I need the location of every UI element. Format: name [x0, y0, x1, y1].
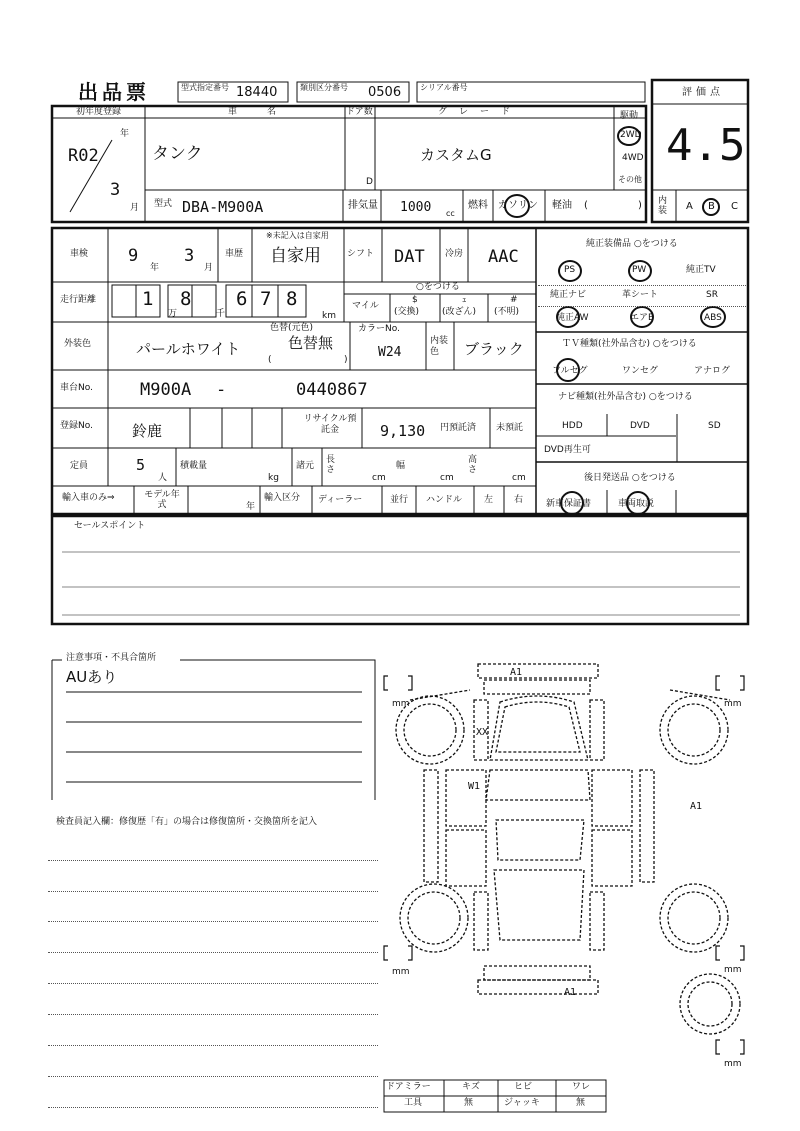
drive-2wd: 2WD [620, 130, 642, 140]
inspector-line [48, 952, 378, 953]
chassis-dash: - [216, 380, 227, 400]
inspector-line [48, 1107, 378, 1108]
capacity-value: 5 [136, 456, 146, 474]
damage-mark: A1 [510, 667, 523, 678]
interior-grade-c: C [731, 201, 738, 212]
chassis-prefix: M900A [140, 380, 192, 400]
load-unit: kg [268, 473, 279, 483]
model-designation-value: 18440 [236, 85, 278, 100]
inspector-line [48, 921, 378, 922]
selected-circle [556, 306, 580, 328]
width-unit: cm [440, 473, 454, 483]
era-year: R02 [68, 146, 99, 166]
nav-hdd: HDD [562, 421, 583, 431]
grade-label: グレード [438, 107, 523, 117]
mile-tamper: (改ざん) [442, 307, 477, 317]
capacity-label: 定員 [70, 461, 89, 471]
damage-mark: A1 [564, 987, 577, 998]
import-dealer: ディーラー [318, 495, 363, 505]
sen-unit: 千 [216, 309, 226, 319]
chassis-label: 車台No. [60, 383, 93, 393]
color-no-label: カラーNo. [358, 324, 400, 334]
reg-label: 登録No. [60, 421, 93, 431]
selected-circle [556, 358, 580, 382]
inspector-line [48, 1076, 378, 1077]
doors-label: ドア数 [346, 107, 373, 117]
color-value: パールホワイト [136, 340, 241, 358]
repaint-paren-close: ) [344, 355, 348, 365]
selected-circle [630, 306, 654, 328]
later-manual: 車両取説 [618, 499, 655, 509]
form-title: 出品票 [78, 80, 150, 104]
handle-label: ハンドル [426, 495, 463, 505]
mile-label: マイル [352, 301, 379, 311]
month-unit: 月 [130, 203, 140, 213]
history-note: ※未記入は自家用 [266, 231, 329, 240]
mile-unknown-sym: # [510, 295, 518, 305]
mileage-digit: 8 [286, 288, 298, 310]
selected-circle [626, 491, 650, 515]
fuel-gasoline: ガソリン [498, 200, 538, 211]
mile-exchange: (交換) [394, 307, 420, 317]
doors-unit: D [366, 177, 373, 187]
tv-analog: アナログ [694, 366, 731, 376]
drive-label: 駆動 [620, 111, 639, 121]
handle-left: 左 [484, 495, 494, 505]
fuel-paren-open: ( [584, 200, 588, 211]
capacity-unit: 人 [158, 473, 168, 483]
color-no-value: W24 [378, 345, 402, 360]
car-name-value: タンク [152, 144, 203, 164]
equip-tv: 純正TV [686, 265, 716, 275]
mileage-label: 走行距離 [60, 295, 97, 305]
displacement-value: 1000 [400, 200, 432, 215]
tv-fullseg: フルセグ [552, 366, 588, 376]
car-damage-diagram [396, 664, 740, 1034]
legend-tool-value: 無 [464, 1098, 474, 1108]
mile-exchange-sym: $ [412, 295, 418, 305]
fuel-diesel: 軽油 [552, 200, 572, 211]
dims-label: 諸元 [296, 461, 315, 471]
shaken-month-unit: 月 [204, 263, 214, 273]
ac-value: AAC [488, 247, 519, 267]
tv-title: ＴＶ種類(社外品含む) ○をつける [562, 339, 697, 349]
mileage-digit: 8 [180, 288, 192, 310]
inspector-line [48, 1045, 378, 1046]
height-label: 高さ [468, 455, 478, 475]
notes-label: 注意事項・不具合箇所 [66, 653, 157, 663]
score-label: 評価点 [682, 87, 724, 98]
length-label: 長さ [326, 455, 336, 475]
equip-airbag: エアB [630, 313, 655, 323]
legend-mirror: ドアミラー [386, 1082, 431, 1092]
later-warranty: 新車保証書 [546, 499, 592, 509]
interior-grade-b: B [708, 201, 715, 212]
equip-divider [538, 306, 746, 307]
import-label: 輸入車のみ⇒ [62, 493, 115, 503]
length-unit: cm [372, 473, 386, 483]
nav-sd: SD [708, 421, 721, 431]
interior-label: 内装 [658, 196, 668, 216]
equip-divider [538, 285, 746, 286]
legend-crack: ヒビ [514, 1082, 533, 1092]
damage-mark: W1 [468, 781, 481, 792]
serial-label: シリアル番号 [420, 83, 468, 92]
mile-unknown: (不明) [494, 307, 520, 317]
legend-jack-value: 無 [576, 1098, 586, 1108]
drive-other: その他 [618, 175, 642, 184]
equip-abs: ABS [704, 313, 722, 323]
damage-mark: A1 [690, 801, 703, 812]
mileage-circle-note: ○をつける [416, 282, 460, 292]
shift-value: DAT [394, 247, 425, 267]
reg-value: 鈴鹿 [132, 422, 163, 440]
mm-label: mm [724, 965, 742, 975]
equip-pw: PW [632, 265, 647, 275]
equip-navi: 純正ナビ [550, 290, 587, 300]
inspector-label: 検査員記入欄：修復歴「有」の場合は修復箇所・交換箇所を記入 [56, 817, 318, 827]
later-title: 後日発送品 ○をつける [584, 473, 676, 483]
color-label: 外装色 [64, 339, 92, 349]
recycle-value: 9,130 [380, 422, 426, 440]
interior-grade-a: A [686, 201, 693, 212]
equip-aw: 純正AW [556, 313, 589, 323]
recycle-unit: 円預託済 [440, 423, 477, 433]
shaken-month: 3 [184, 246, 195, 266]
selected-circle [617, 126, 641, 146]
recycle-unpaid: 未預託 [496, 423, 524, 433]
legend-scratch: キズ [462, 1082, 480, 1092]
damage-mark: XX [476, 727, 489, 738]
mm-label: mm [392, 967, 410, 977]
repaint-paren-open: ( [268, 355, 272, 365]
nav-dvd: DVD [630, 421, 650, 431]
shift-label: シフト [347, 249, 375, 259]
legend-jack: ジャッキ [504, 1098, 540, 1108]
equip-sr: SR [706, 290, 718, 300]
tv-oneseg: ワンセグ [622, 366, 659, 376]
mm-label: mm [392, 699, 410, 709]
inspector-line [48, 1014, 378, 1015]
selected-circle [560, 491, 584, 515]
mileage-digit: 6 [236, 288, 248, 310]
model-value: DBA-M900A [182, 198, 264, 216]
mileage-digit: 7 [260, 288, 272, 310]
model-year-label: モデル年式 [144, 490, 180, 510]
mm-label: mm [724, 699, 742, 709]
category-value: 0506 [368, 85, 402, 100]
interior-color-value: ブラック [464, 340, 524, 358]
mile-tamper-sym: ｪ [462, 295, 467, 305]
fuel-paren-close: ) [638, 200, 642, 211]
equipment-title: 純正装備品 ○をつける [586, 239, 678, 249]
car-name-label: 車名 [228, 107, 307, 117]
model-label: 型式 [154, 199, 173, 209]
sales-point-label: セールスポイント [74, 521, 146, 531]
reg-month: 3 [110, 180, 121, 200]
recycle-label: リサイクル預託金 [303, 414, 357, 435]
inspector-line [48, 983, 378, 984]
score-value: 4.5 [666, 120, 746, 171]
equip-leather: 革シート [622, 290, 659, 300]
year-unit: 年 [120, 129, 130, 139]
ac-label: 冷房 [445, 249, 464, 259]
interior-color-label: 内装色 [430, 336, 449, 357]
equip-ps: PS [564, 265, 576, 275]
nav-title: ナビ種類(社外品含む) ○をつける [558, 392, 693, 402]
inspector-line [48, 860, 378, 861]
shaken-label: 車検 [70, 249, 89, 259]
selected-circle [700, 306, 726, 328]
history-value: 自家用 [270, 246, 321, 266]
mm-label: mm [724, 1059, 742, 1069]
import-type-label: 輸入区分 [264, 493, 301, 503]
displacement-unit: cc [446, 209, 455, 218]
legend-break: ワレ [572, 1082, 591, 1092]
handle-right: 右 [514, 495, 524, 505]
nav-dvd-play: DVD再生可 [544, 445, 591, 455]
selected-circle [702, 198, 720, 216]
selected-circle [558, 260, 582, 282]
category-label: 類別区分番号 [300, 83, 348, 92]
displacement-label: 排気量 [348, 200, 378, 211]
mileage-digit: 1 [142, 288, 154, 310]
chassis-number: 0440867 [296, 380, 368, 400]
model-year-unit: 年 [246, 502, 256, 512]
fuel-label: 燃料 [468, 200, 488, 211]
repaint-value: 色替無 [288, 334, 334, 352]
inspector-line [48, 891, 378, 892]
selected-circle [504, 194, 530, 218]
legend-tool: 工具 [404, 1098, 423, 1108]
model-designation-label: 型式指定番号 [181, 83, 229, 92]
history-label: 車歴 [225, 249, 244, 259]
first-reg-label: 初年度登録 [76, 107, 122, 117]
height-unit: cm [512, 473, 526, 483]
drive-4wd: 4WD [622, 153, 644, 163]
shaken-year: 9 [128, 246, 139, 266]
width-label: 幅 [396, 461, 406, 471]
man-unit: 万 [168, 309, 178, 319]
repaint-label: 色替(元色) [270, 323, 314, 333]
grade-value: カスタムG [420, 146, 492, 164]
selected-circle [628, 260, 652, 282]
km-unit: km [322, 311, 336, 321]
import-parallel: 並行 [390, 495, 409, 505]
load-label: 積載量 [180, 461, 208, 471]
shaken-year-unit: 年 [150, 263, 160, 273]
notes-text: AUあり [66, 668, 118, 686]
